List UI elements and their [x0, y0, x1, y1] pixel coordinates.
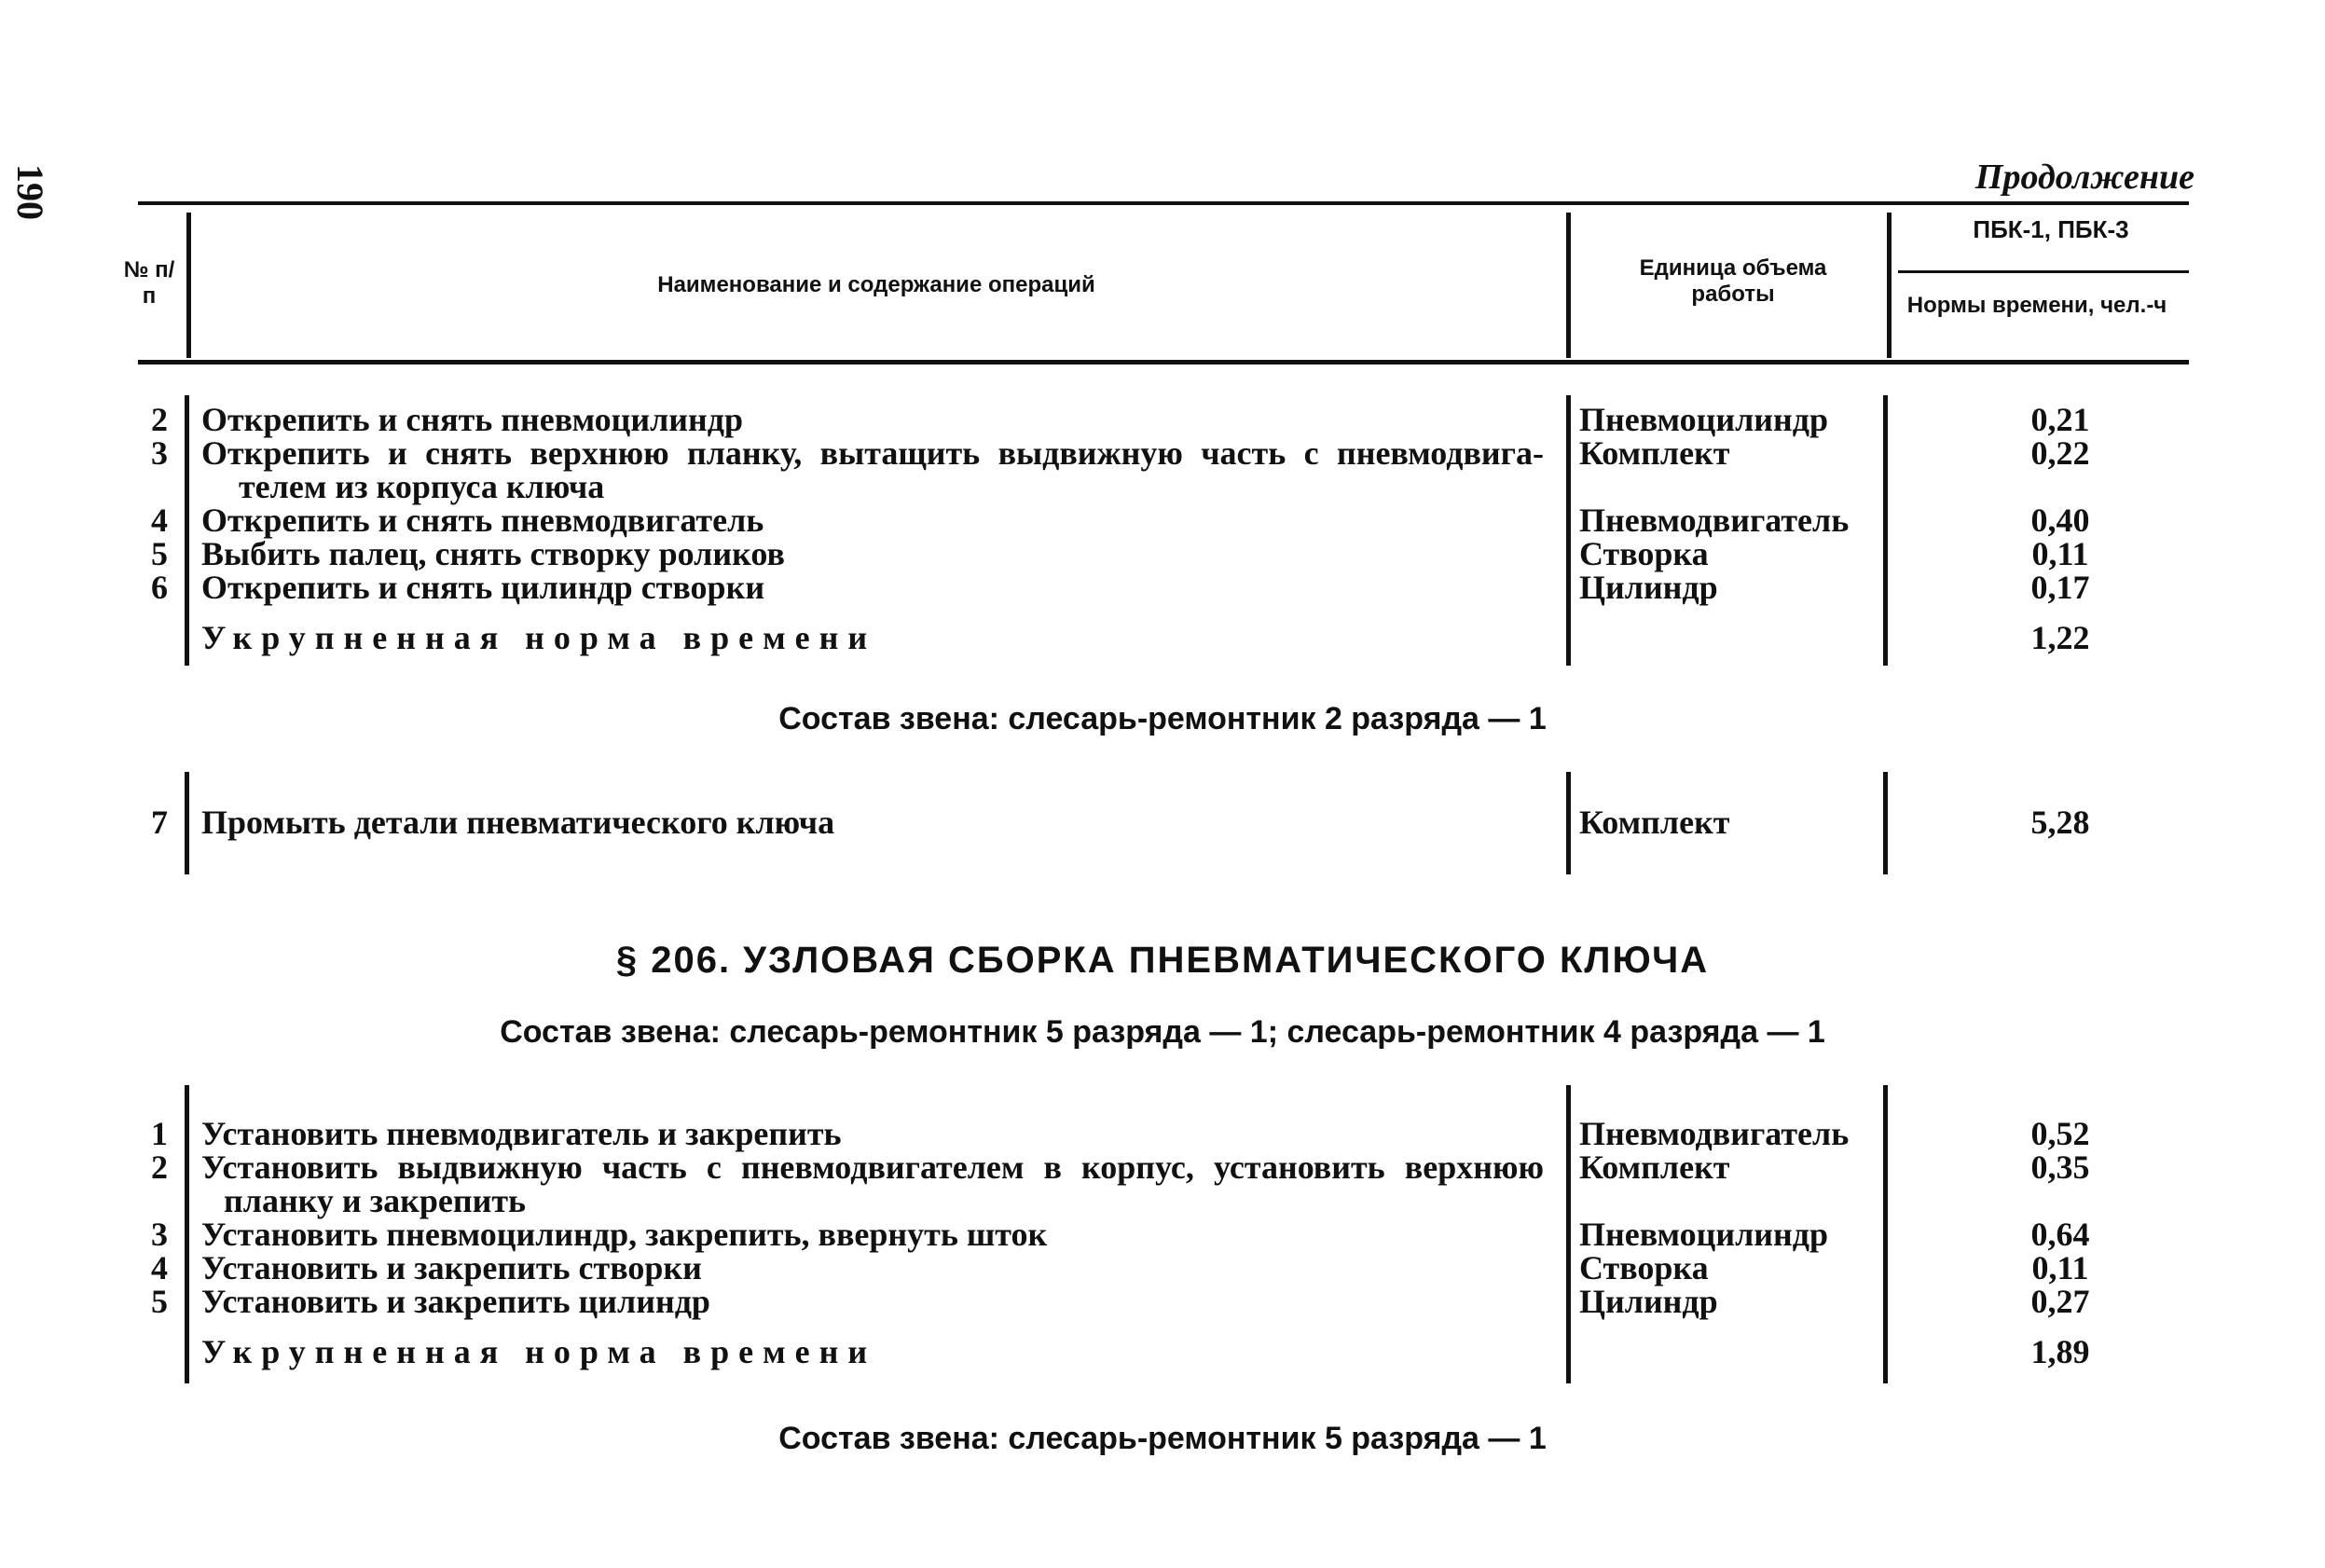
- operation-name: Установить выдвижную часть с пневмодвигателем в корпус, установить верхнюю: [201, 1148, 1544, 1186]
- table-row: [0, 436, 2325, 470]
- operation-name: Промыть детали пневматического ключа: [201, 804, 835, 841]
- time-norm: 0,11: [2031, 535, 2089, 572]
- time-norm: 0,35: [2030, 1148, 2090, 1186]
- row-number: 3: [151, 1216, 168, 1253]
- work-unit: Створка: [1579, 1249, 1709, 1286]
- table-row: [0, 571, 2325, 604]
- row-number: 4: [151, 502, 168, 539]
- table-row: [0, 1150, 2325, 1184]
- time-norm: 0,17: [2030, 569, 2090, 606]
- row-number: 5: [151, 535, 168, 572]
- work-unit: Пневмоцилиндр: [1579, 1216, 1828, 1253]
- work-unit: Комплект: [1579, 804, 1730, 841]
- row-number: 4: [151, 1249, 168, 1286]
- header-norm: Нормы времени, чел.-ч: [1906, 293, 2167, 318]
- table-row-continuation: [0, 1184, 2325, 1217]
- row-number: 2: [151, 1148, 168, 1186]
- section-title: § 206. УЗЛОВАЯ СБОРКА ПНЕВМАТИЧЕСКОГО КЛЮЧА: [615, 940, 1710, 981]
- header-group-rule: [1898, 270, 2189, 273]
- operation-name: Выбить палец, снять створку роликов: [201, 535, 785, 572]
- table-row: [0, 537, 2325, 571]
- time-norm: 0,64: [2030, 1216, 2090, 1253]
- work-unit: Пневмодвигатель: [1579, 1115, 1850, 1152]
- operation-name: Установить пневмодвигатель и закрепить: [201, 1115, 842, 1152]
- header-bottom-rule: [138, 360, 2189, 364]
- section-crew: Состав звена: слесарь-ремонтник 5 разряда — 1; слесарь-ремонтник 4 разряда — 1: [500, 1014, 1825, 1050]
- header-unit: Единица объема работы: [1639, 255, 1827, 307]
- time-norm: 0,52: [2030, 1115, 2090, 1152]
- work-unit: Пневмодвигатель: [1579, 502, 1850, 539]
- work-unit: Цилиндр: [1579, 1283, 1718, 1320]
- crew-composition-final: Состав звена: слесарь-ремонтник 5 разряда — 1: [778, 1421, 1547, 1456]
- header-divider: [1887, 213, 1892, 358]
- table-row: [0, 805, 2325, 839]
- work-unit: Комплект: [1579, 434, 1730, 472]
- header-divider: [1566, 213, 1571, 358]
- total-value: 1,89: [2030, 1333, 2090, 1370]
- table-row-continuation: [0, 470, 2325, 503]
- operation-name: Установить и закрепить створки: [201, 1249, 702, 1286]
- operation-name: Установить пневмоцилиндр, закрепить, ввернуть шток: [201, 1216, 1048, 1253]
- operation-name: Открепить и снять цилиндр створки: [201, 569, 765, 606]
- continuation-label: Продолжение: [1974, 158, 2194, 197]
- operation-name: Установить и закрепить цилиндр: [201, 1283, 710, 1320]
- page-number: 190: [9, 164, 51, 220]
- row-number: 1: [151, 1115, 168, 1152]
- row-number: 3: [151, 434, 168, 472]
- header-num: № п/п: [123, 257, 175, 309]
- total-row: [0, 621, 2325, 654]
- total-label: Укрупненная норма времени: [201, 1333, 877, 1370]
- table-row: [0, 1285, 2325, 1318]
- header-divider: [186, 213, 191, 358]
- crew-composition: Состав звена: слесарь-ремонтник 2 разряда — 1: [778, 701, 1547, 736]
- time-norm: 5,28: [2030, 804, 2090, 841]
- row-number: 7: [151, 804, 168, 841]
- operation-name: Открепить и снять пневмодвигатель: [201, 502, 764, 539]
- time-norm: 0,40: [2030, 502, 2090, 539]
- work-unit: Комплект: [1579, 1148, 1730, 1186]
- table-row: [0, 1217, 2325, 1251]
- header-group: ПБК-1, ПБК-3: [1973, 215, 2129, 243]
- work-unit: Цилиндр: [1579, 569, 1718, 606]
- table-row: [0, 403, 2325, 436]
- operation-name: Открепить и снять верхнюю планку, вытащить выдвижную часть с пневмодвига-: [201, 434, 1544, 472]
- operation-name-continuation: планку и закрепить: [224, 1182, 527, 1219]
- row-number: 5: [151, 1283, 168, 1320]
- time-norm: 0,11: [2031, 1249, 2089, 1286]
- header-top-rule: [138, 201, 2189, 205]
- row-number: 2: [151, 401, 168, 438]
- time-norm: 0,22: [2030, 434, 2090, 472]
- total-label: Укрупненная норма времени: [201, 619, 877, 656]
- table-row: [0, 1117, 2325, 1150]
- header-name: Наименование и содержание операций: [657, 272, 1095, 297]
- table-row: [0, 1251, 2325, 1285]
- time-norm: 0,21: [2030, 401, 2090, 438]
- total-row: [0, 1335, 2325, 1369]
- operation-name: Открепить и снять пневмоцилиндр: [201, 401, 744, 438]
- work-unit: Створка: [1579, 535, 1709, 572]
- operation-name-continuation: телем из корпуса ключа: [239, 468, 605, 505]
- time-norm: 0,27: [2030, 1283, 2090, 1320]
- table-row: [0, 503, 2325, 537]
- work-unit: Пневмоцилиндр: [1579, 401, 1828, 438]
- total-value: 1,22: [2030, 619, 2090, 656]
- row-number: 6: [151, 569, 168, 606]
